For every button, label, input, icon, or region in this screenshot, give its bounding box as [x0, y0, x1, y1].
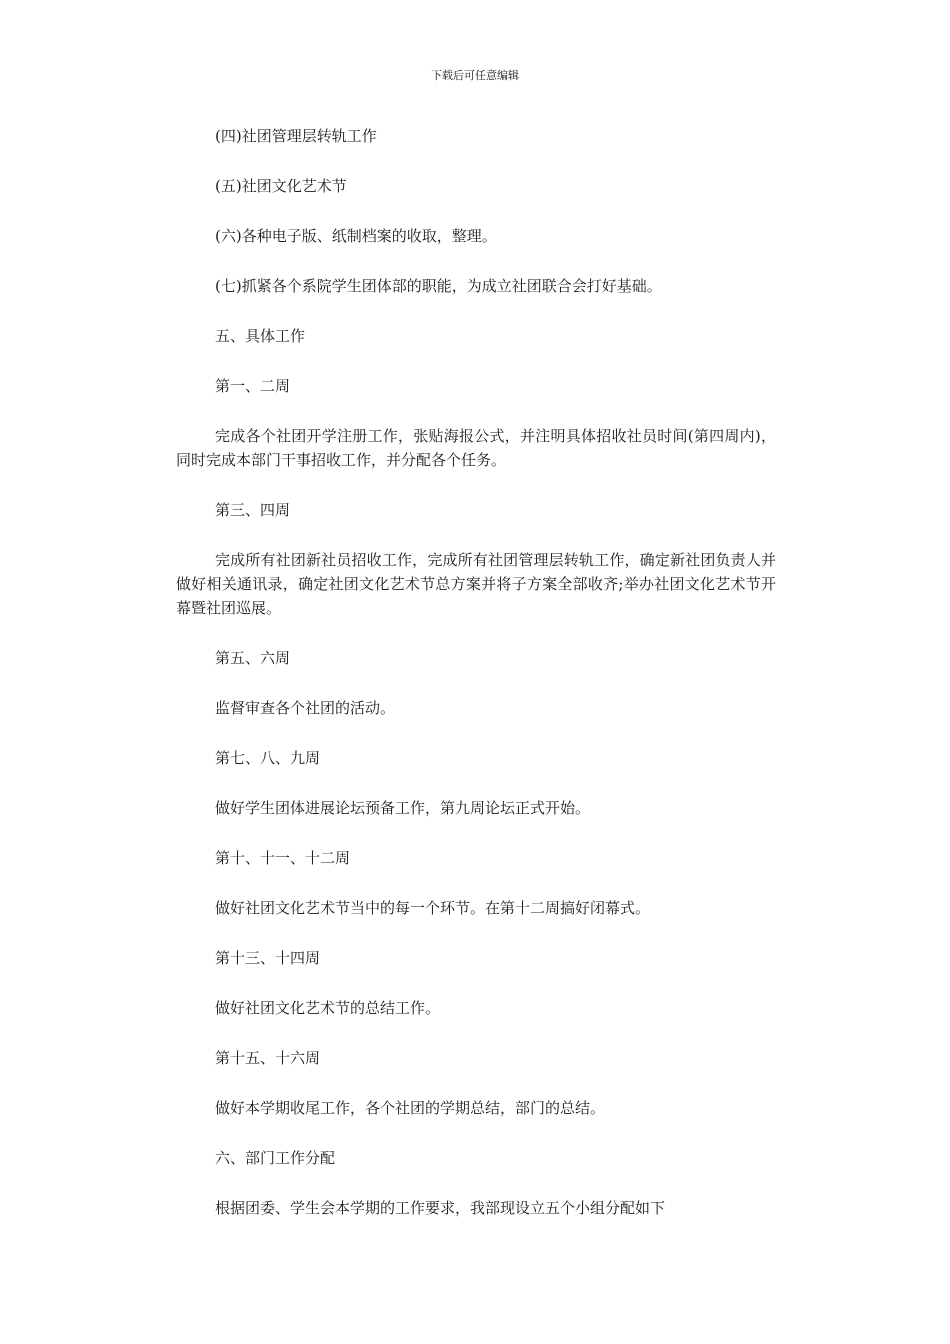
list-item-6: (六)各种电子版、纸制档案的收取，整理。 [215, 227, 497, 245]
body-paragraph: 根据团委、学生会本学期的工作要求，我部现设立五个小组分配如下 [215, 1199, 666, 1217]
week-heading: 第十五、十六周 [215, 1049, 321, 1067]
week-description: 完成各个社团开学注册工作，张贴海报公式，并注明具体招收社员时间(第四周内)，同时完成本部门干事招收工作，并分配各个任务。 [176, 427, 776, 469]
section-heading-work-allocation: 六、部门工作分配 [215, 1149, 336, 1167]
list-item-5: (五)社团文化艺术节 [215, 177, 347, 195]
list-item-7: (七)抓紧各个系院学生团体部的职能，为成立社团联合会打好基础。 [215, 277, 662, 295]
week-heading: 第十、十一、十二周 [215, 849, 351, 867]
week-heading: 第三、四周 [215, 501, 291, 519]
week-heading: 第一、二周 [215, 377, 291, 395]
section-heading-specific-work: 五、具体工作 [215, 327, 306, 345]
week-heading: 第五、六周 [215, 649, 291, 667]
week-heading: 第七、八、九周 [215, 749, 321, 767]
week-description: 做好本学期收尾工作，各个社团的学期总结，部门的总结。 [215, 1099, 606, 1117]
week-description: 监督审查各个社团的活动。 [215, 699, 396, 717]
document-body [176, 124, 776, 1246]
week-heading: 第十三、十四周 [215, 949, 321, 967]
week-description: 做好社团文化艺术节当中的每一个环节。在第十二周搞好闭幕式。 [215, 899, 651, 917]
week-description: 做好学生团体进展论坛预备工作，第九周论坛正式开始。 [215, 799, 591, 817]
page-header: 下载后可任意编辑 [431, 69, 519, 82]
week-description: 完成所有社团新社员招收工作，完成所有社团管理层转轨工作，确定新社团负责人并做好相关通讯录，确定社团文化艺术节总方案并将子方案全部收齐;举办社团文化艺术节开幕暨社团巡展。 [176, 551, 776, 617]
week-description: 做好社团文化艺术节的总结工作。 [215, 999, 441, 1017]
list-item-4: (四)社团管理层转轨工作 [215, 127, 377, 145]
